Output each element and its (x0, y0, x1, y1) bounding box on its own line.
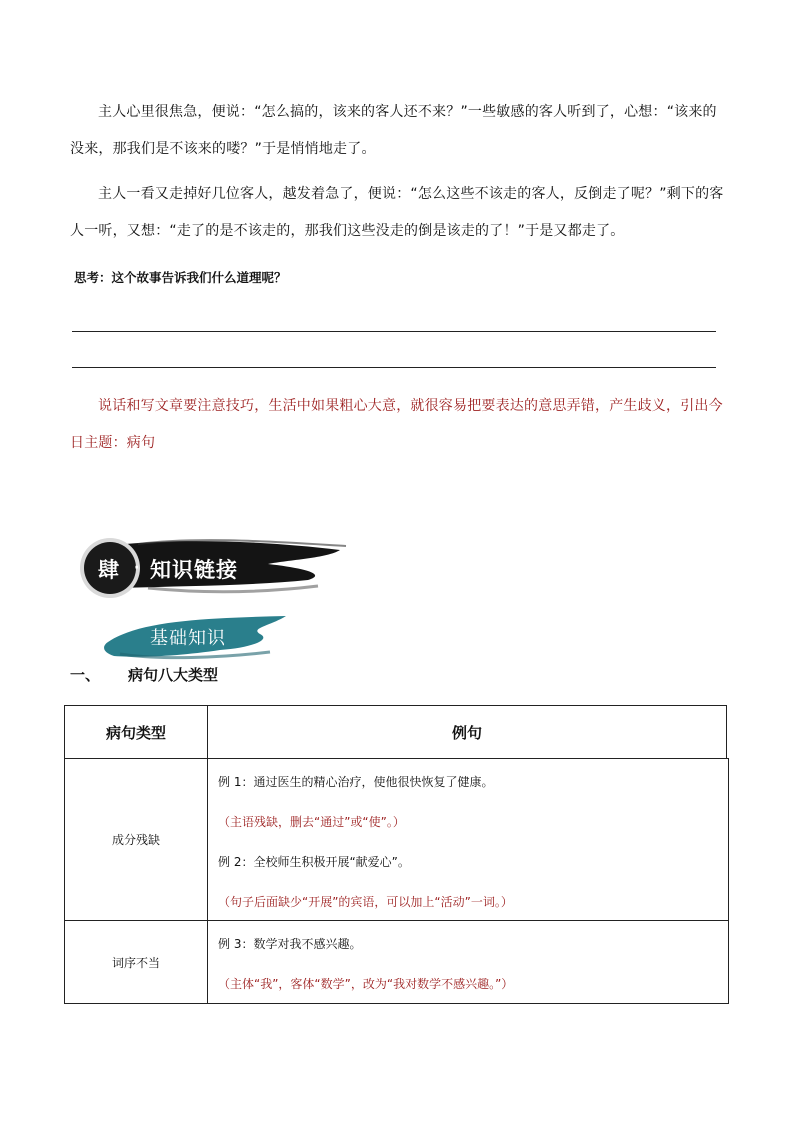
example-line: 例 1：通过医生的精心治疗，使他很快恢复了健康。 (218, 775, 494, 789)
list-heading-number: 一、 (70, 666, 101, 684)
section-number: 肆 (98, 558, 120, 582)
answer-line-1 (72, 331, 716, 332)
subsection-banner (100, 612, 290, 662)
example-explanation: （主体“我”，客体“数学”，改为“我对数学不感兴趣。”） (218, 977, 514, 991)
example-line: 例 3：数学对我不感兴趣。 (218, 937, 362, 951)
list-heading-title: 病句八大类型 (128, 666, 219, 684)
list-heading (70, 664, 218, 685)
section-title: 知识链接 (150, 558, 238, 582)
section-banner (78, 536, 348, 602)
conclusion-paragraph: 说话和写文章要注意技巧，生活中如果粗心大意，就很容易把要表达的意思弄错，产生歧义，引出今日主题：病句 (70, 398, 723, 451)
table-row-type: 成分残缺 (64, 758, 208, 921)
table-header-type: 病句类型 (64, 705, 208, 759)
section-separator: · (134, 560, 141, 576)
table-row-examples (207, 920, 729, 1004)
table-row-type: 词序不当 (64, 920, 208, 1004)
example-explanation: （句子后面缺少“开展”的宾语，可以加上“活动”一词。） (218, 895, 513, 909)
story-paragraph-1: 主人心里很焦急，便说：“怎么搞的，该来的客人还不来？”一些敏感的客人听到了，心想：“该来的没来，那我们是不该来的喽？”于是悄悄地走了。 (70, 104, 717, 157)
example-line: 例 2：全校师生积极开展“献爱心”。 (218, 855, 410, 869)
answer-line-2 (72, 367, 716, 368)
table-header-example: 例句 (207, 705, 727, 759)
table-row-examples (207, 758, 729, 921)
story-paragraph-2: 主人一看又走掉好几位客人，越发着急了，便说：“怎么这些不该走的客人，反倒走了呢？”剩下的客人一听，又想：“走了的是不该走的，那我们这些没走的倒是该走的了！”于是又都走了。 (70, 186, 724, 239)
question-prompt: 思考：这个故事告诉我们什么道理呢？ (74, 270, 287, 285)
subsection-title: 基础知识 (150, 628, 226, 649)
example-explanation: （主语残缺，删去“通过”或“使”。） (218, 815, 405, 829)
